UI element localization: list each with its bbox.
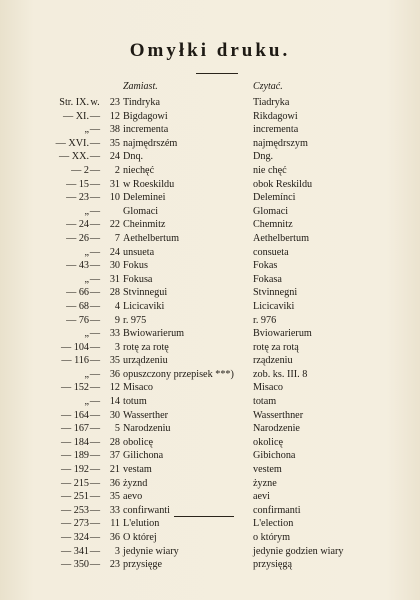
bottom-divider — [174, 516, 234, 517]
wrong-text: Licicaviki — [123, 300, 165, 312]
line-marker: — — [89, 450, 101, 462]
correct-text: L'election — [253, 518, 294, 530]
errata-row — [0, 205, 420, 219]
errata-row — [0, 150, 420, 164]
correct-text: Glomaci — [253, 205, 289, 217]
errata-row — [0, 463, 420, 477]
correct-text: Narodzenie — [253, 423, 300, 435]
line-number: 10 — [109, 192, 120, 204]
line-marker: — — [89, 477, 101, 489]
column-header-zamiast: Zamiast. — [123, 81, 158, 92]
page-ref: — 184 — [60, 436, 89, 448]
line-number: 5 — [114, 423, 120, 435]
line-marker: — — [89, 355, 101, 367]
correct-text: zob. ks. III. 8 — [253, 368, 308, 380]
page-ref: „ — [84, 205, 89, 217]
line-marker: — — [89, 205, 101, 217]
wrong-text: obolicę — [123, 436, 153, 448]
wrong-text: przysięge — [123, 559, 163, 571]
errata-row — [0, 259, 420, 273]
wrong-text: Gilichona — [123, 450, 164, 462]
line-marker: — — [89, 287, 101, 299]
page-ref: — 251 — [60, 491, 89, 503]
wrong-text: Wasserther — [123, 409, 169, 421]
errata-row — [0, 381, 420, 395]
line-number: 14 — [109, 396, 120, 408]
wrong-text: Cheinmitz — [123, 219, 166, 231]
errata-row — [0, 327, 420, 341]
line-marker: — — [89, 382, 101, 394]
page-ref: „ — [84, 246, 89, 258]
wrong-text: Bwiowarierum — [123, 328, 185, 340]
correct-text: najmędrszym — [253, 137, 308, 149]
correct-text: consueta — [253, 246, 289, 258]
line-marker: — — [89, 341, 101, 353]
errata-row — [0, 164, 420, 178]
page-ref: — 324 — [60, 532, 89, 543]
wrong-text: r. 975 — [123, 314, 147, 326]
line-marker: — — [89, 328, 101, 340]
correct-text: okolicę — [253, 436, 283, 448]
line-number: 33 — [109, 328, 120, 340]
line-number: 12 — [109, 110, 120, 122]
line-number: 37 — [109, 450, 120, 462]
line-marker: — — [89, 314, 101, 326]
errata-row — [0, 300, 420, 314]
page-ref: — 43 — [66, 260, 89, 272]
line-marker: — — [89, 151, 101, 163]
line-marker: — — [89, 545, 101, 557]
page-ref: — 164 — [60, 409, 89, 421]
correct-text: Stvinnegni — [253, 287, 298, 299]
errata-list — [0, 96, 420, 572]
correct-text: incrementa — [253, 124, 299, 136]
page-ref: — 104 — [60, 341, 89, 353]
page-ref: — 23 — [66, 192, 89, 204]
wrong-text: w Roeskildu — [123, 178, 175, 190]
line-number: 9 — [114, 314, 120, 326]
line-number: 3 — [114, 341, 120, 353]
line-marker: — — [89, 232, 101, 244]
correct-text: vestem — [253, 464, 282, 476]
errata-row — [0, 110, 420, 124]
line-number: 24 — [109, 151, 120, 163]
wrong-text: vestam — [123, 464, 152, 476]
errata-row — [0, 531, 420, 545]
correct-text: nie chęć — [253, 164, 287, 176]
line-marker: — — [89, 124, 101, 136]
line-marker: — — [89, 423, 101, 435]
errata-row — [0, 354, 420, 368]
page-ref: — 189 — [60, 450, 89, 462]
page-ref: — 215 — [60, 477, 89, 489]
line-marker: — — [89, 409, 101, 421]
errata-row — [0, 273, 420, 287]
page-ref: — XX. — [59, 151, 89, 163]
errata-row — [0, 191, 420, 205]
page-ref: „ — [84, 368, 89, 380]
wrong-text: Tindryka — [123, 97, 160, 108]
correct-text: Rikdagowi — [253, 110, 298, 122]
correct-text: Delemínci — [253, 192, 296, 204]
wrong-text: najmędrszém — [123, 137, 178, 149]
correct-text: Wasserthner — [253, 409, 304, 421]
line-number: 36 — [109, 532, 120, 543]
page-ref: — 2 — [71, 164, 89, 176]
page-ref: — 152 — [60, 382, 89, 394]
line-marker: — — [89, 464, 101, 476]
line-marker: — — [89, 368, 101, 380]
wrong-text: Narodzeniu — [123, 423, 171, 435]
wrong-text: L'elution — [123, 518, 160, 530]
errata-row — [0, 246, 420, 260]
page-ref: „ — [84, 328, 89, 340]
page-ref: — 68 — [66, 300, 89, 312]
correct-text: przysięgą — [253, 559, 293, 571]
page-ref: „ — [84, 273, 89, 285]
line-number: 38 — [109, 124, 120, 136]
wrong-text: aevo — [123, 491, 143, 503]
wrong-text: O której — [123, 532, 157, 543]
wrong-text: totum — [123, 396, 147, 408]
page-ref: — 24 — [66, 219, 89, 231]
errata-row — [0, 96, 420, 110]
line-marker: w. — [90, 97, 100, 108]
wrong-text: Misaco — [123, 382, 153, 394]
errata-row — [0, 137, 420, 151]
correct-text: aevi — [253, 491, 270, 503]
page-ref: — 66 — [66, 287, 89, 299]
line-number: 36 — [109, 368, 120, 380]
line-marker: — — [89, 504, 101, 516]
line-marker: — — [89, 518, 101, 530]
line-number: 31 — [109, 178, 120, 190]
column-header-czytac: Czytać. — [253, 81, 283, 92]
line-number: 23 — [109, 559, 120, 571]
correct-text: Fokasa — [253, 273, 282, 285]
errata-row — [0, 422, 420, 436]
errata-row — [0, 232, 420, 246]
wrong-text: Fokus — [123, 260, 148, 272]
correct-text: Chemnitz — [253, 219, 293, 231]
wrong-text: Bigdagowi — [123, 110, 168, 122]
errata-row — [0, 477, 420, 491]
line-marker: — — [89, 137, 101, 149]
page-ref: — 15 — [66, 178, 89, 190]
page-ref: Str. IX. — [59, 97, 89, 108]
line-marker: — — [89, 559, 101, 571]
correct-text: Bviowarierum — [253, 328, 312, 340]
wrong-text: incrementa — [123, 124, 169, 136]
errata-row — [0, 178, 420, 192]
line-number: 4 — [114, 300, 120, 312]
page-title: Omyłki druku. — [129, 40, 291, 61]
line-marker: — — [89, 491, 101, 503]
line-number: 31 — [109, 273, 120, 285]
line-number: 28 — [109, 287, 120, 299]
errata-row — [0, 368, 420, 382]
line-marker: — — [89, 246, 101, 258]
line-marker: — — [89, 396, 101, 408]
wrong-text: opuszczony przepisek ***) — [123, 368, 234, 380]
line-marker: — — [89, 178, 101, 190]
wrong-text: żyznd — [123, 477, 148, 489]
errata-row — [0, 314, 420, 328]
page-ref: — 350 — [60, 559, 89, 571]
line-marker: — — [89, 300, 101, 312]
page-ref: — 167 — [60, 423, 89, 435]
line-marker: — — [89, 436, 101, 448]
errata-row — [0, 436, 420, 450]
page-ref: — XVI. — [55, 137, 89, 149]
line-number: 30 — [109, 409, 120, 421]
wrong-text: Dnq. — [123, 151, 144, 163]
line-number: 7 — [114, 232, 120, 244]
errata-row — [0, 218, 420, 232]
page-ref: — 26 — [66, 232, 89, 244]
wrong-text: confirwanti — [123, 504, 170, 516]
correct-text: Gibichona — [253, 450, 296, 462]
errata-row — [0, 123, 420, 137]
errata-row — [0, 545, 420, 559]
errata-row — [0, 409, 420, 423]
page-ref: — 192 — [60, 464, 89, 476]
line-marker: — — [89, 273, 101, 285]
line-number: 30 — [109, 260, 120, 272]
errata-row — [0, 341, 420, 355]
correct-text: żyzne — [253, 477, 277, 489]
line-number: 33 — [109, 504, 120, 516]
line-number: 22 — [109, 219, 120, 231]
page-ref: — 253 — [60, 504, 89, 516]
wrong-text: Fokusa — [123, 273, 153, 285]
correct-text: Misaco — [253, 382, 283, 394]
line-number: 35 — [109, 491, 120, 503]
page-ref: — XI. — [62, 110, 89, 122]
line-number: 36 — [109, 477, 120, 489]
correct-text: obok Reskildu — [253, 178, 313, 190]
line-number: 2 — [114, 164, 120, 176]
errata-row — [0, 517, 420, 531]
line-number: 28 — [109, 436, 120, 448]
correct-text: r. 976 — [253, 314, 277, 326]
correct-text: jedynie godzien wiary — [253, 545, 344, 557]
correct-text: totam — [253, 396, 277, 408]
line-marker: — — [89, 219, 101, 231]
line-marker: — — [89, 110, 101, 122]
line-number: 35 — [109, 137, 120, 149]
page-ref: — 116 — [61, 355, 89, 367]
correct-text: confirmanti — [253, 504, 301, 516]
correct-text: rotę za rotą — [253, 341, 299, 353]
line-number: 23 — [109, 97, 120, 108]
line-marker: — — [89, 192, 101, 204]
line-marker: — — [89, 532, 101, 543]
correct-text: Tiadryka — [253, 97, 290, 108]
wrong-text: Glomaci — [123, 205, 159, 217]
wrong-text: urządzeniu — [123, 355, 168, 367]
title-divider — [196, 73, 238, 74]
errata-row — [0, 449, 420, 463]
errata-row — [0, 490, 420, 504]
wrong-text: Stvinnegui — [123, 287, 168, 299]
errata-row — [0, 286, 420, 300]
line-number: 3 — [114, 545, 120, 557]
correct-text: rządzeniu — [253, 355, 293, 367]
correct-text: Dng. — [253, 151, 274, 163]
correct-text: Aethelbertum — [253, 232, 310, 244]
wrong-text: unsueta — [123, 246, 155, 258]
wrong-text: jedynie wiary — [123, 545, 179, 557]
errata-row — [0, 558, 420, 572]
line-marker: — — [89, 260, 101, 272]
wrong-text: rotę za rotę — [123, 341, 169, 353]
line-number: 11 — [110, 518, 120, 530]
correct-text: Licicaviki — [253, 300, 295, 312]
line-number: 21 — [109, 464, 120, 476]
page-ref: — 273 — [60, 518, 89, 530]
line-number: 24 — [109, 246, 120, 258]
correct-text: o którym — [253, 532, 291, 543]
page-ref: „ — [84, 396, 89, 408]
wrong-text: niechęć — [123, 164, 155, 176]
line-marker: — — [89, 164, 101, 176]
correct-text: Fokas — [253, 260, 278, 272]
page-ref: — 341 — [60, 545, 89, 557]
errata-row — [0, 395, 420, 409]
line-number: 35 — [109, 355, 120, 367]
wrong-text: Deleminei — [123, 192, 166, 204]
wrong-text: Aethelbertum — [123, 232, 180, 244]
line-number: 12 — [109, 382, 120, 394]
page-ref: — 76 — [66, 314, 89, 326]
page-ref: „ — [84, 124, 89, 136]
